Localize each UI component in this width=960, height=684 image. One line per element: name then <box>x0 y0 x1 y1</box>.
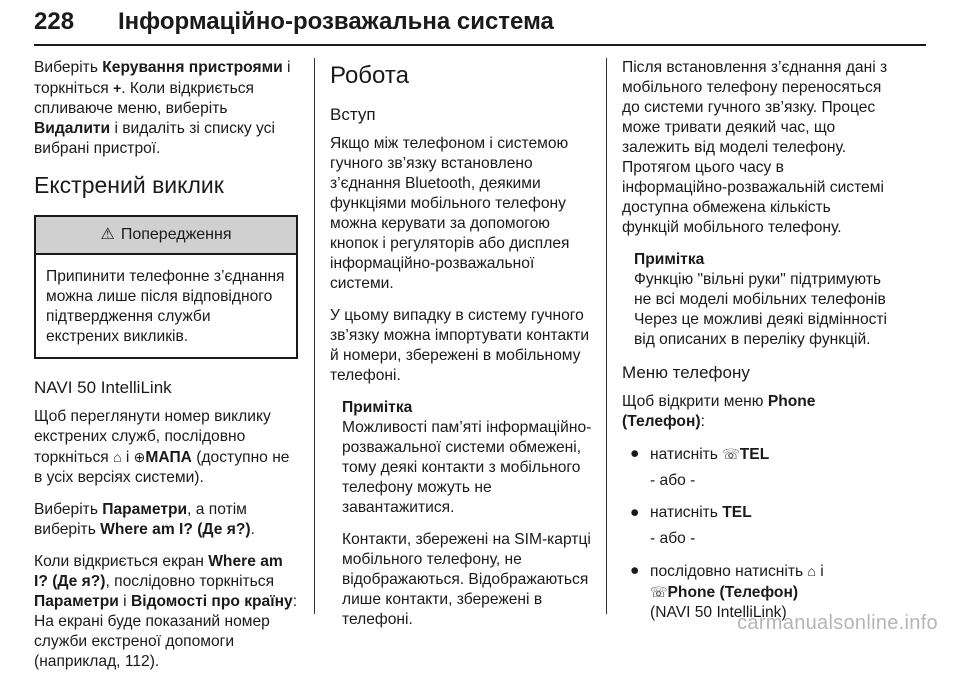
bullet-icon: ● <box>630 445 640 462</box>
phone-menu-steps <box>622 444 890 623</box>
column-divider-1 <box>314 58 315 614</box>
warning-icon: ⚠ <box>100 226 115 243</box>
warning-box <box>34 215 298 359</box>
note-text: Функцію "вільні руки" підтримують не всі моделі мобільних телефонів Через це можливі деякі відмінності від описаних в переліку функцій. <box>634 271 888 348</box>
home-icon: ⌂ <box>807 563 816 579</box>
navi-paragraph-3: Коли відкриється екран Where am I? (Де я?), послідовно торкніться Параметри і Відомості про країну: На екрані буде показаний номер служби екстреної допомоги (наприклад, 112). <box>34 553 298 670</box>
bullet-icon: ● <box>630 504 640 521</box>
phone-menu-intro: Щоб відкрити меню Phone (Телефон): <box>622 393 816 430</box>
emergency-call-heading: Екстрений виклик <box>34 172 224 198</box>
page-title: Інформаційно-розважальна система <box>118 8 554 35</box>
navi-paragraph-2: Виберіть Параметри, а потім виберіть Where am I? (Де я?). <box>34 501 255 538</box>
navi-paragraph-1: Щоб переглянути номер виклику екстрених служб, послідовно торкніться ⌂ і ⊕МАПА (доступно не в усіх версіях системи). <box>34 408 290 486</box>
map-icon: ⊕ <box>133 449 146 465</box>
phone-icon: ☏ <box>722 446 740 462</box>
note-title: Примітка <box>342 399 413 416</box>
note-text-1: Можливості пам’яті інформаційно-розважальної системи обмежені, тому деякі контакти з мобільного телефону можуть не завантажитися. <box>342 419 592 516</box>
intro-paragraph-1: Якщо між телефоном і системою гучного зв’язку встановлено з’єднання Bluetooth, деякими функціями мобільного телефону можна керувати за допомогою кнопок і регуляторів або дисплея інформаційно-розважальної системи. <box>330 135 570 292</box>
note-memory <box>342 398 594 630</box>
list-item: ● натисніть ☏TEL <box>630 445 770 463</box>
or-separator: - або - <box>650 472 696 489</box>
column-divider-2 <box>606 58 607 614</box>
intro-paragraph: Виберіть Керування пристроями і торкніться +. Коли відкриється спливаюче меню, виберіть Видалити і видаліть зі списку усі вибрані пристрої. <box>34 59 291 157</box>
bullet-icon: ● <box>630 562 640 579</box>
intro-heading: Вступ <box>330 105 376 124</box>
column-right <box>622 58 890 629</box>
note-text-2: Контакти, збережені на SIM-картці мобільного телефону, не відображаються. Відображаються лише контакти, збережені в телефоні. <box>342 531 591 628</box>
note-handsfree <box>634 250 890 350</box>
warning-text: Припинити телефонне з’єднання можна лише після відповідного підтвердження служби екстрених викликів. <box>46 268 285 345</box>
list-item: ● послідовно натисніть ⌂ і ☏Phone (Телефон) (NAVI 50 IntelliLink) <box>630 562 824 621</box>
home-icon: ⌂ <box>113 449 122 465</box>
sync-paragraph: Після встановлення з’єднання дані з мобільного телефону переносяться до системи гучного зв’язку. Процес може тривати деякий час, що залежить від моделі телефону. Протягом цього часу в інформаційно-розважальній системі доступна обмежена кількість функцій мобільного телефону. <box>622 59 888 236</box>
watermark: carmanualsonline.info <box>737 612 938 634</box>
column-middle <box>330 58 594 642</box>
warning-title: Попередження <box>120 226 232 243</box>
operation-heading: Робота <box>330 62 409 89</box>
warning-header <box>36 217 296 255</box>
phone-menu-heading: Меню телефону <box>622 363 750 382</box>
intro-paragraph-2: У цьому випадку в систему гучного зв’язку можна імпортувати контакти й номери, збережені в мобільному телефоні. <box>330 307 590 384</box>
plus-icon: + <box>113 80 122 96</box>
list-item: ● натисніть TEL <box>630 504 752 521</box>
or-separator: - або - <box>650 530 696 547</box>
page-header <box>34 4 926 46</box>
navi-heading: NAVI 50 IntelliLink <box>34 378 172 397</box>
phone-icon: ☏ <box>650 584 668 600</box>
page-number: 228 <box>34 8 75 35</box>
column-left <box>34 58 298 684</box>
note-title: Примітка <box>634 251 705 268</box>
